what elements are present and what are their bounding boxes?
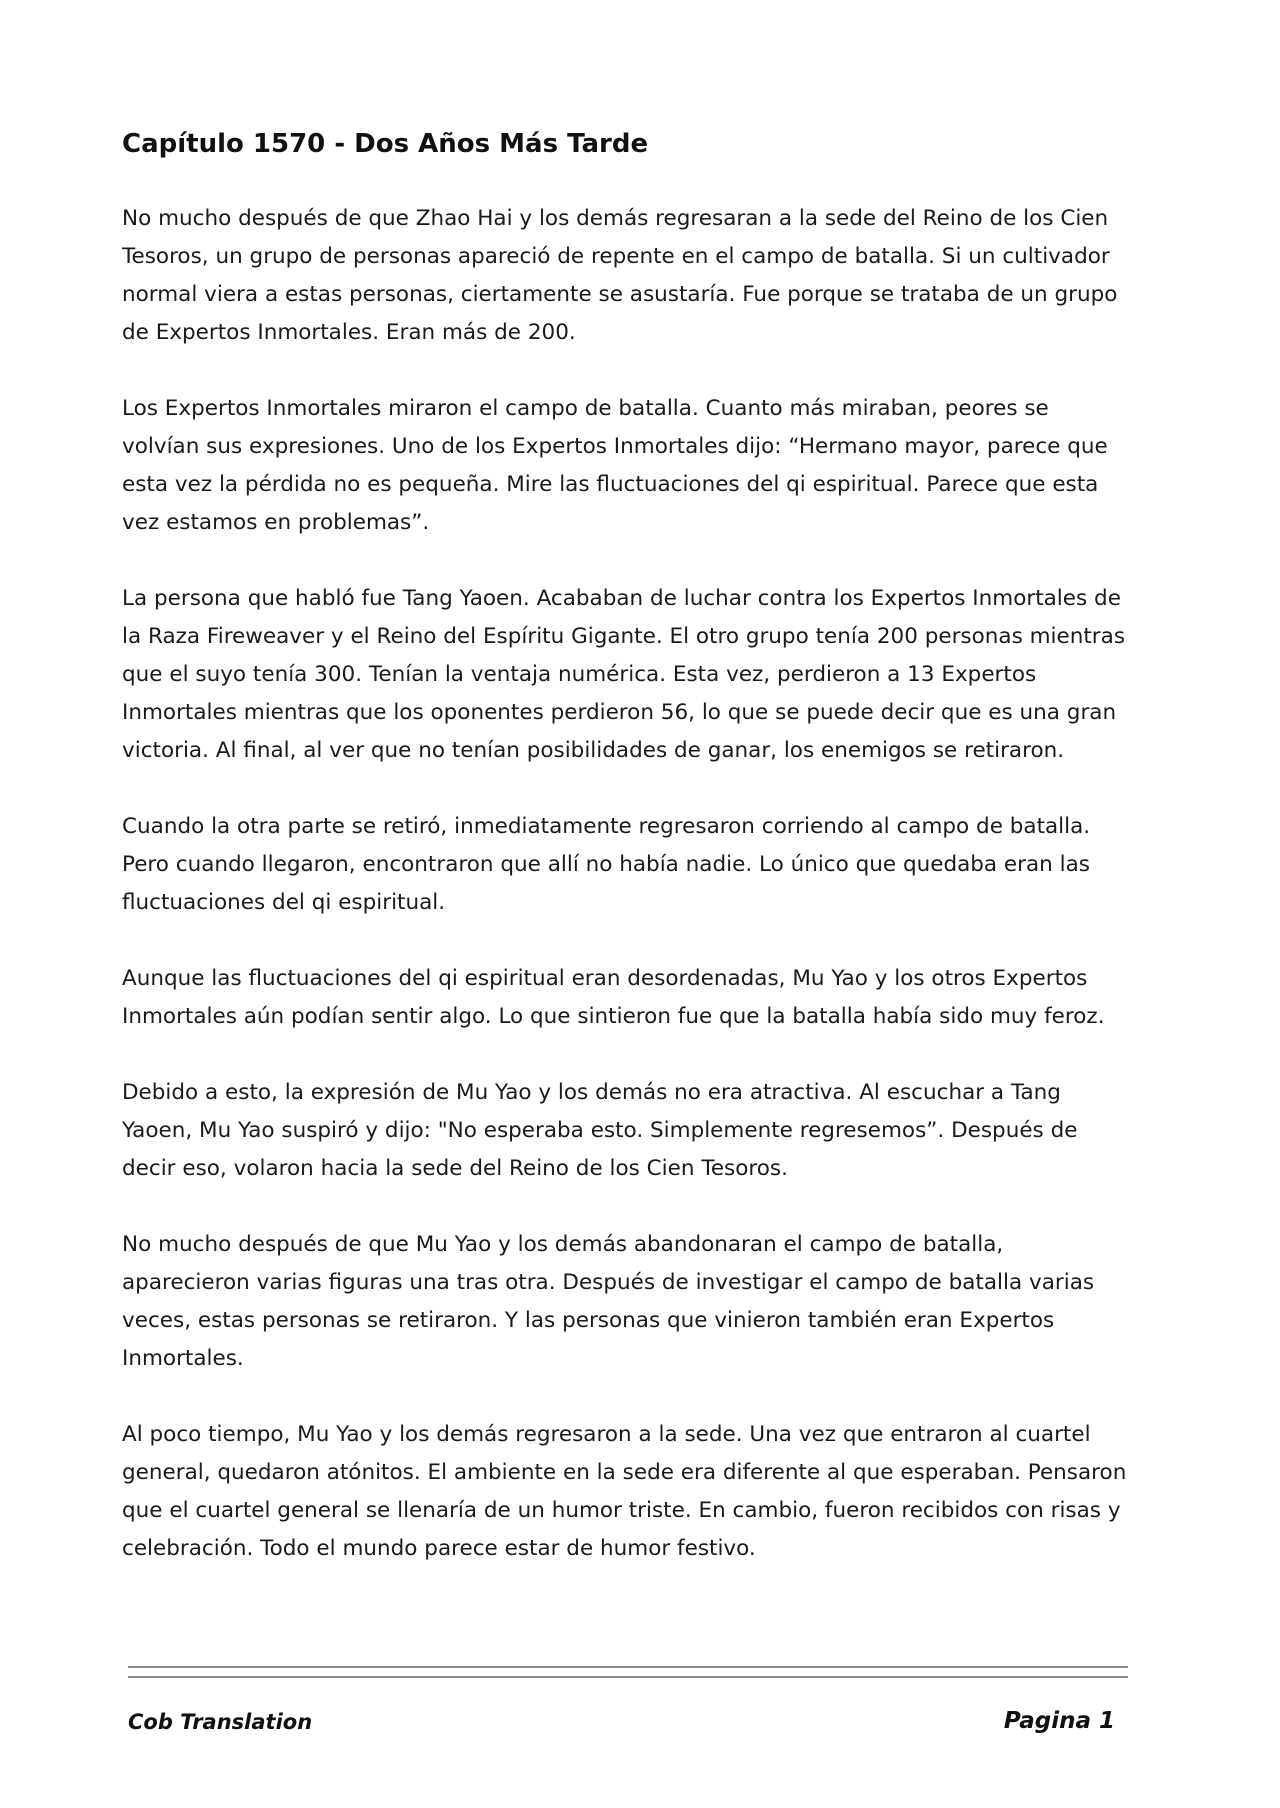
paragraph: No mucho después de que Mu Yao y los demás abandonaran el campo de batalla, aparecieron varias figuras una tras otra. Después de investigar el campo de batalla varias veces, estas personas se retiraron. Y las personas que vinieron también eran Expertos Inmortales. <box>122 1232 1095 1371</box>
paragraph: Al poco tiempo, Mu Yao y los demás regresaron a la sede. Una vez que entraron al cuartel general, quedaron atónitos. El ambiente en la sede era diferente al que esperaban. Pensaron que el cuartel general se llenaría de un humor triste. En cambio, fueron recibidos con risas y celebración. Todo el mundo parece estar de humor festivo. <box>122 1422 1127 1561</box>
paragraph: Los Expertos Inmortales miraron el campo de batalla. Cuanto más miraban, peores se volvían sus expresiones. Uno de los Expertos Inmortales dijo: “Hermano mayor, parece que esta vez la pérdida no es pequeña. Mire las fluctuaciones del qi espiritual. Parece que esta vez estamos en problemas”. <box>122 396 1108 535</box>
paragraph: Debido a esto, la expresión de Mu Yao y los demás no era atractiva. Al escuchar a Tang Yaoen, Mu Yao suspiró y dijo: "No esperaba esto. Simplemente regresemos”. Después de decir eso, volaron hacia la sede del Reino de los Cien Tesoros. <box>122 1080 1078 1181</box>
chapter-body <box>122 200 1132 1606</box>
paragraph: Aunque las fluctuaciones del qi espiritual eran desordenadas, Mu Yao y los otros Expertos Inmortales aún podían sentir algo. Lo que sintieron fue que la batalla había sido muy feroz. <box>122 966 1105 1029</box>
footer-divider <box>128 1666 1128 1678</box>
paragraph: No mucho después de que Zhao Hai y los demás regresaran a la sede del Reino de los Cien Tesoros, un grupo de personas apareció de repente en el campo de batalla. Si un cultivador normal viera a estas personas, ciertamente se asustaría. Fue porque se trataba de un grupo de Expertos Inmortales. Eran más de 200. <box>122 206 1118 345</box>
paragraph: La persona que habló fue Tang Yaoen. Acababan de luchar contra los Expertos Inmortales de la Raza Fireweaver y el Reino del Espíritu Gigante. El otro grupo tenía 200 personas mientras que el suyo tenía 300. Tenían la ventaja numérica. Esta vez, perdieron a 13 Expertos Inmortales mientras que los oponentes perdieron 56, lo que se puede decir que es una gran victoria. Al final, al ver que no tenían posibilidades de ganar, los enemigos se retiraron. <box>122 586 1126 763</box>
footer-translator: Cob Translation <box>128 1710 313 1734</box>
paragraph: Cuando la otra parte se retiró, inmediatamente regresaron corriendo al campo de batalla. Pero cuando llegaron, encontraron que allí no había nadie. Lo único que quedaba eran las fluctuaciones del qi espiritual. <box>122 814 1091 915</box>
footer-page-number: Pagina 1 <box>1003 1708 1115 1734</box>
chapter-title: Capítulo 1570 - Dos Años Más Tarde <box>122 129 649 159</box>
